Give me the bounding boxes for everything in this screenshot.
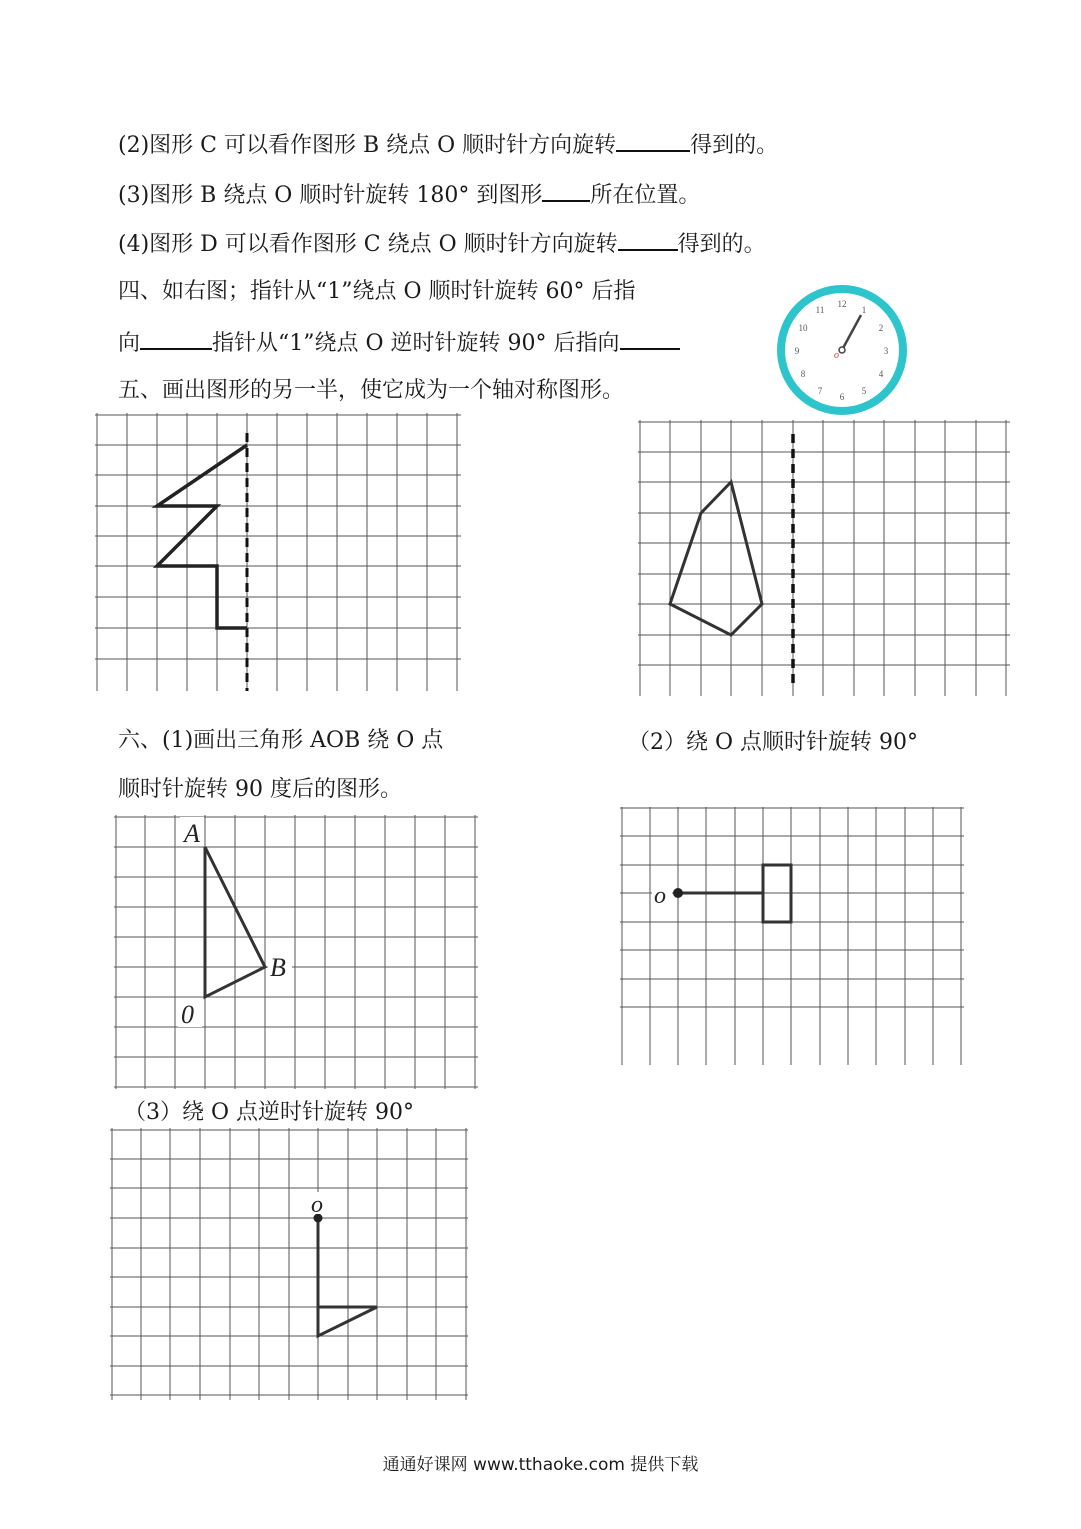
q5-title-text: 五、画出图形的另一半，使它成为一个轴对称图形。 [118, 378, 625, 403]
rotation-grid-1 [114, 815, 478, 1089]
footer [0, 1450, 1081, 1475]
q3-line-4-end: 得到的。 [677, 232, 766, 257]
q4-line-2-text: 指针从“1”绕点 O 逆时针旋转 90° 后指向 [212, 331, 620, 356]
answer-blank[interactable] [618, 227, 678, 251]
point-o-label: o [311, 1192, 323, 1218]
q3-line-3 [118, 178, 700, 211]
grid-lines [110, 1128, 468, 1400]
clock-number: 2 [878, 323, 884, 333]
answer-blank[interactable] [620, 326, 680, 350]
q6-part1-line-2 [118, 775, 402, 805]
q6-part1-line-1 [118, 726, 443, 756]
point-o [673, 888, 683, 898]
answer-blank[interactable] [140, 326, 212, 350]
q4-line-1 [118, 277, 636, 307]
q6-part1-line-1-text: 六、(1)画出三角形 AOB 绕 O 点 [118, 728, 444, 753]
q4-line-1-text: 四、如右图；指针从“1”绕点 O 顺时针旋转 60° 后指 [118, 279, 636, 304]
clock-number: 7 [817, 386, 823, 396]
q3-line-3-end: 所在位置。 [590, 183, 701, 208]
clock-number: 5 [861, 386, 867, 396]
clock-figure [775, 283, 911, 419]
clock-pivot [839, 347, 845, 353]
q5-title [118, 376, 624, 406]
clock-number: 9 [794, 346, 800, 356]
clock-number: 10 [798, 323, 808, 333]
answer-blank[interactable] [542, 178, 590, 202]
clock-number: 12 [837, 299, 847, 309]
point-a-label: A [184, 819, 200, 848]
clock-center-label: o [834, 350, 839, 361]
q6-part2-title [628, 728, 918, 758]
grid-lines [638, 420, 1010, 696]
point-b-label: B [270, 953, 286, 982]
half-figure [670, 482, 762, 635]
clock-number: 3 [883, 346, 889, 356]
footer-text: 通通好课网 www.tthaoke.com 提供下载 [382, 1455, 699, 1475]
clock-number: 6 [839, 392, 845, 402]
grid-lines [95, 413, 461, 691]
q3-line-3-text: (3)图形 B 绕点 O 顺时针旋转 180° 到图形 [118, 183, 543, 208]
q3-line-2 [118, 128, 778, 161]
q6-part2-title-text: （2）绕 O 点顺时针旋转 90° [628, 730, 919, 755]
grid-lines [620, 807, 964, 1065]
q3-line-2-end: 得到的。 [690, 133, 779, 158]
q4-line-2 [118, 326, 680, 359]
q6-part1-line-2-text: 顺时针旋转 90 度后的图形。 [118, 777, 402, 802]
q3-line-2-text: (2)图形 C 可以看作图形 B 绕点 O 顺时针方向旋转 [118, 133, 617, 158]
q6-part3-title-text: （3）绕 O 点逆时针旋转 90° [124, 1100, 415, 1125]
answer-blank[interactable] [616, 128, 690, 152]
clock-number: 8 [800, 369, 806, 379]
symmetry-grid-left [95, 413, 463, 691]
point-o-label: o [654, 883, 666, 909]
point-o-label: 0 [181, 1000, 194, 1029]
q4-line-2-start: 向 [118, 331, 141, 356]
clock-number: 4 [878, 369, 884, 379]
q3-line-4 [118, 227, 766, 260]
clock-number: 1 [861, 305, 867, 315]
grid-lines [114, 815, 478, 1089]
symmetry-grid-right [638, 420, 1010, 696]
rotation-grid-2 [620, 807, 964, 1065]
q3-line-4-text: (4)图形 D 可以看作图形 C 绕点 O 顺时针方向旋转 [118, 232, 618, 257]
rotation-grid-3 [110, 1128, 470, 1400]
q6-part3-title [124, 1098, 414, 1128]
clock-number: 11 [815, 305, 825, 315]
